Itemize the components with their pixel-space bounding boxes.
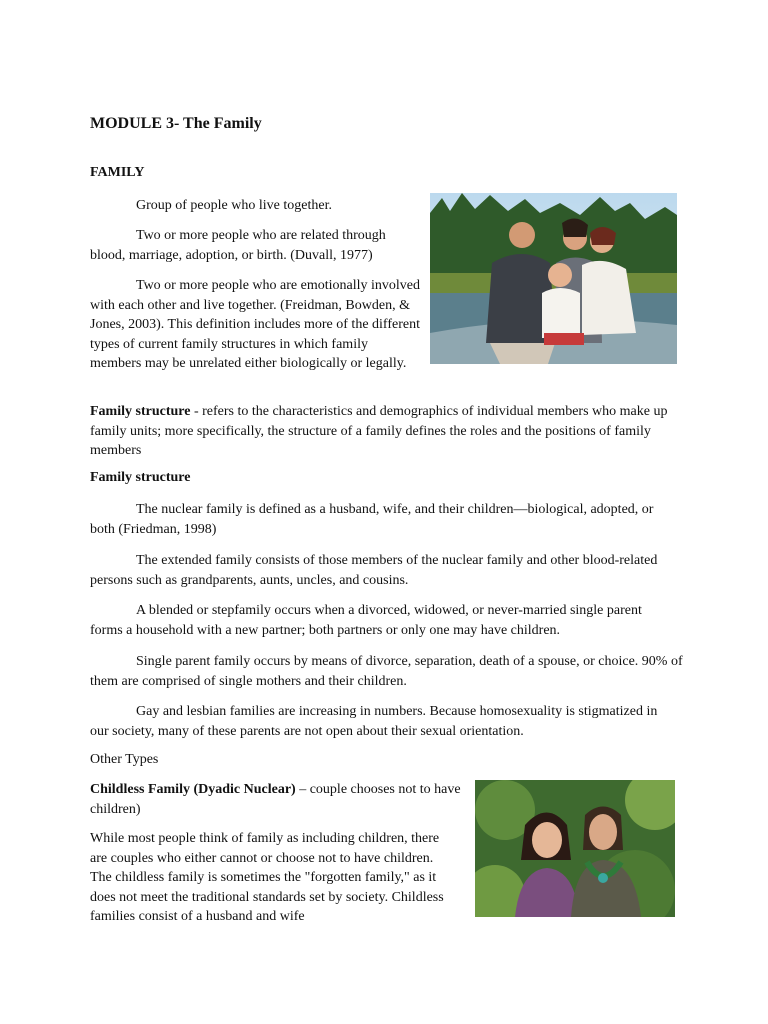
extended-family-paragraph: The extended family consists of those members of the nuclear family and other blood-related persons such as grandparents, aunts, uncles, and cousins. xyxy=(90,553,658,588)
family-photo xyxy=(430,193,677,364)
family-structure-definition xyxy=(90,402,680,461)
blended-family-paragraph: A blended or stepfamily occurs when a divorced, widowed, or never-married single parent forms a household with a new partner; both partners or only one may have children. xyxy=(90,603,642,638)
childless-family-text: – couple chooses not to have children) xyxy=(90,782,461,817)
module-title: MODULE 3- The Family xyxy=(90,115,262,132)
gay-lesbian-paragraph: Gay and lesbian families are increasing in numbers. Because homosexuality is stigmatized in our society, many of these parents are not open about their sexual orientation. xyxy=(90,704,658,739)
family-structure-term: Family structure xyxy=(90,404,191,419)
definition-1: Group of people who live together. xyxy=(136,198,332,213)
family-photo-illustration xyxy=(430,193,677,364)
other-types-label: Other Types xyxy=(90,752,159,767)
definition-3: Two or more people who are emotionally involved with each other and live together. (Freidman, Bowden, & Jones, 2003). This definition includes more of the different types of current family structures in which family members may be unrelated either biologically or legally. xyxy=(90,278,420,371)
family-structure-text: - refers to the characteristics and demographics of individual members who make up family units; more specifically, the structure of a family defines the roles and the positions of family members xyxy=(90,404,668,458)
heading-family: FAMILY xyxy=(90,165,145,180)
childless-family-paragraph: While most people think of family as including children, there are couples who either cannot or choose not to have children. The childless family is sometimes the "forgotten family," as it does not meet the traditional standards set by society. Childless families consist of a husband and wife xyxy=(90,831,444,924)
heading-family-structure: Family structure xyxy=(90,470,191,485)
definition-2: Two or more people who are related through blood, marriage, adoption, or birth. (Duvall, 1977) xyxy=(90,228,386,263)
childless-family-term: Childless Family (Dyadic Nuclear) xyxy=(90,782,296,797)
childless-family-definition xyxy=(90,780,465,819)
couple-photo-illustration xyxy=(475,780,675,917)
couple-photo xyxy=(475,780,675,917)
single-parent-paragraph: Single parent family occurs by means of divorce, separation, death of a spouse, or choice. 90% of them are comprised of single mothers and their children. xyxy=(90,654,683,689)
nuclear-family-paragraph: The nuclear family is defined as a husband, wife, and their children—biological, adopted, or both (Friedman, 1998) xyxy=(90,502,654,537)
